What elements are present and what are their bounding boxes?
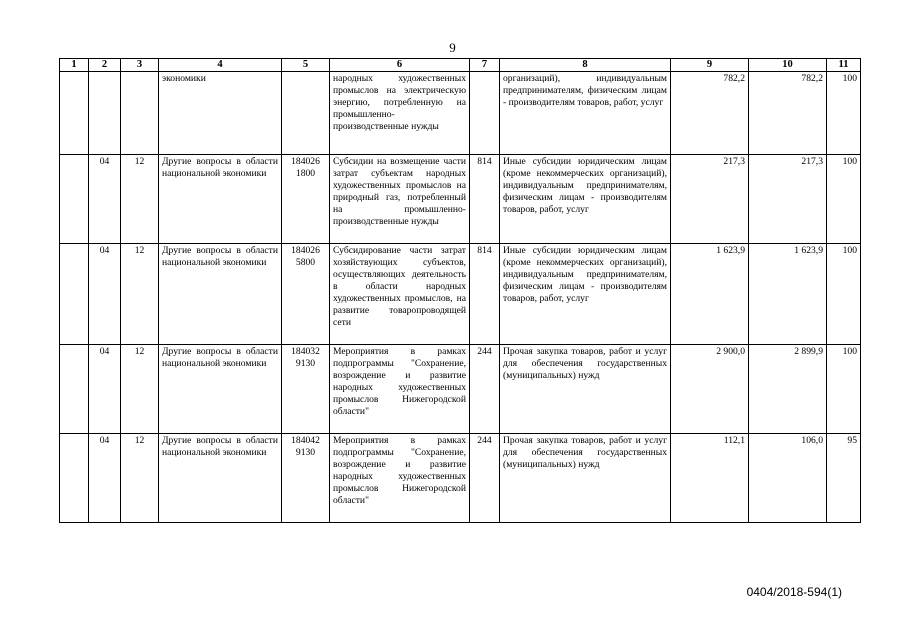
cell-percent: 95 [827,434,861,523]
cell-planned: 217,3 [671,155,749,244]
cell-planned: 782,2 [671,72,749,155]
cell-subsection [121,72,159,155]
header-cell-11: 11 [827,59,861,72]
cell-percent: 100 [827,155,861,244]
header-cell-1: 1 [60,59,89,72]
header-cell-4: 4 [159,59,282,72]
cell-target-code [282,72,330,155]
cell-description: Субсидии на возмещение части затрат субъектам народных художественных промыслов на природный газ, потребленный на промышленно-производственные нужды [330,155,470,244]
cell-planned: 2 900,0 [671,345,749,434]
cell-expense-type: 814 [470,244,500,345]
cell-subsection: 12 [121,244,159,345]
cell-expense-name: Прочая закупка товаров, работ и услуг для обеспечения государственных (муниципальных) нужд [500,434,671,523]
cell-expense-type [470,72,500,155]
cell-expense-name: Прочая закупка товаров, работ и услуг для обеспечения государственных (муниципальных) нужд [500,345,671,434]
cell-executed: 782,2 [749,72,827,155]
cell-target-code: 184026 5800 [282,244,330,345]
table-row [60,72,861,155]
cell-expense-type: 244 [470,434,500,523]
cell-subsection: 12 [121,155,159,244]
header-cell-3: 3 [121,59,159,72]
cell-number [60,72,89,155]
cell-section: 04 [89,434,121,523]
cell-expense-type: 814 [470,155,500,244]
cell-subsection: 12 [121,434,159,523]
cell-number [60,244,89,345]
cell-executed: 217,3 [749,155,827,244]
cell-percent: 100 [827,244,861,345]
cell-name: Другие вопросы в области национальной экономики [159,345,282,434]
page-number: 9 [449,40,456,55]
cell-expense-name: Иные субсидии юридическим лицам (кроме некоммерческих организаций), индивидуальным предпринимателям, физическим лицам - производителям товаров, работ, услуг [500,155,671,244]
cell-target-code: 184026 1800 [282,155,330,244]
cell-description: Мероприятия в рамках подпрограммы "Сохранение, возрождение и развитие народных художественных промыслов Нижегородской области" [330,345,470,434]
header-cell-2: 2 [89,59,121,72]
cell-planned: 1 623,9 [671,244,749,345]
cell-name: Другие вопросы в области национальной экономики [159,434,282,523]
table-row [60,244,861,345]
header-cell-7: 7 [470,59,500,72]
header-cell-6: 6 [330,59,470,72]
cell-expense-name: Иные субсидии юридическим лицам (кроме некоммерческих организаций), индивидуальным предпринимателям, физическим лицам - производителям товаров, работ, услуг [500,244,671,345]
cell-executed: 106,0 [749,434,827,523]
cell-name: Другие вопросы в области национальной экономики [159,155,282,244]
table-row [60,155,861,244]
cell-target-code: 184032 9130 [282,345,330,434]
header-row [60,59,861,72]
header-cell-9: 9 [671,59,749,72]
cell-description: Субсидирование части затрат хозяйствующих субъектов, осуществляющих деятельность в области народных художественных промыслов, на развитие товаропроводящей сети [330,244,470,345]
header-cell-5: 5 [282,59,330,72]
table-row [60,345,861,434]
cell-description: Мероприятия в рамках подпрограммы "Сохранение, возрождение и развитие народных художественных промыслов Нижегородской области" [330,434,470,523]
cell-executed: 1 623,9 [749,244,827,345]
cell-name: экономики [159,72,282,155]
cell-target-code: 184042 9130 [282,434,330,523]
cell-subsection: 12 [121,345,159,434]
cell-number [60,345,89,434]
cell-section: 04 [89,244,121,345]
cell-name: Другие вопросы в области национальной экономики [159,244,282,345]
header-cell-10: 10 [749,59,827,72]
cell-executed: 2 899,9 [749,345,827,434]
cell-number [60,434,89,523]
cell-expense-name: организаций), индивидуальным предпринимателям, физическим лицам - производителям товаров, работ, услуг [500,72,671,155]
cell-description: народных художественных промыслов на электрическую энергию, потребленную на промышленно-производственные нужды [330,72,470,155]
cell-section: 04 [89,155,121,244]
cell-section: 04 [89,345,121,434]
cell-number [60,155,89,244]
budget-table [59,58,861,523]
document-code: 0404/2018-594(1) [746,585,842,599]
table-row [60,434,861,523]
cell-expense-type: 244 [470,345,500,434]
header-cell-8: 8 [500,59,671,72]
cell-percent: 100 [827,345,861,434]
cell-percent: 100 [827,72,861,155]
cell-section [89,72,121,155]
cell-planned: 112,1 [671,434,749,523]
